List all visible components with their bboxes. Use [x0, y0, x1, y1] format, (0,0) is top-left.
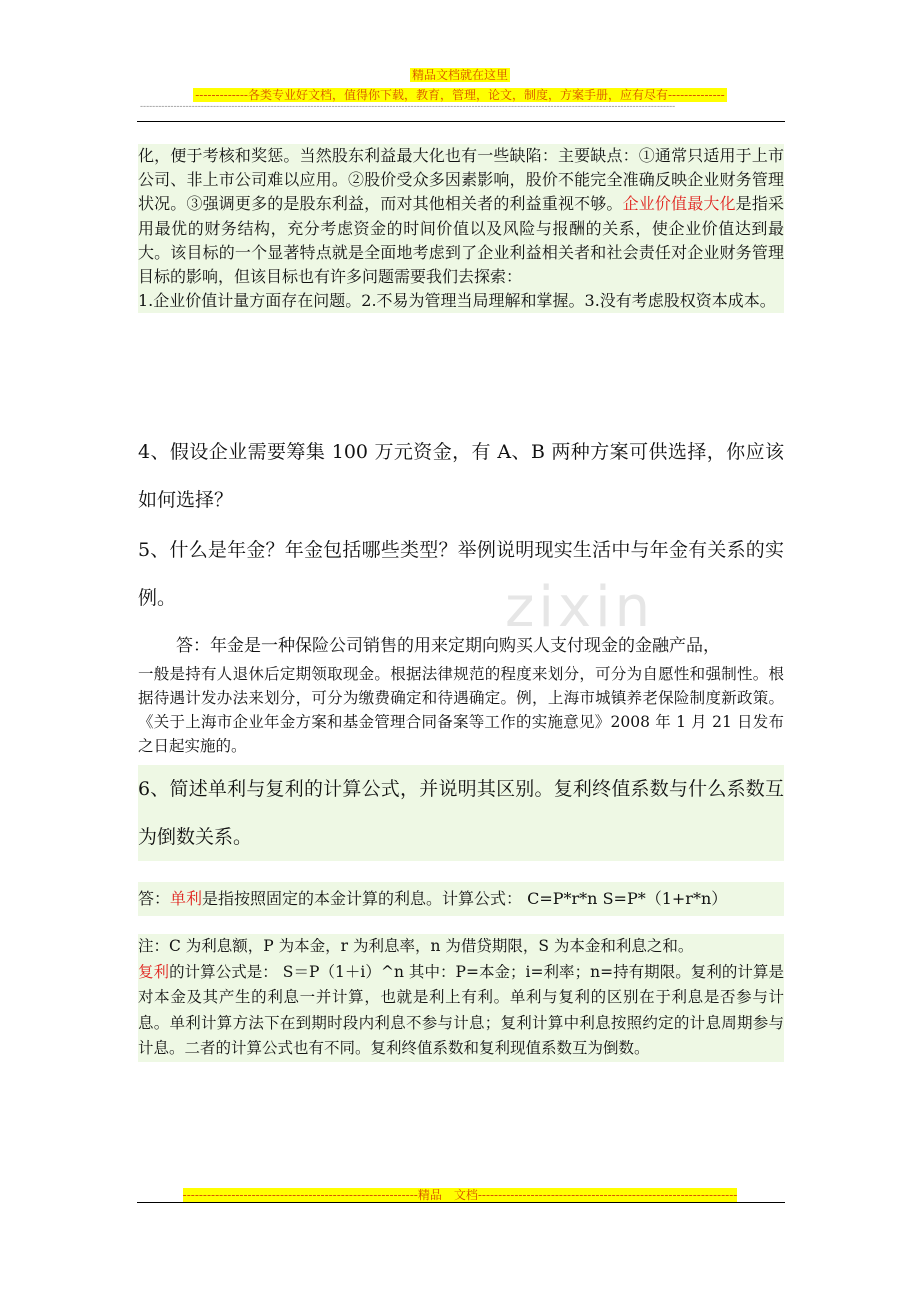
- answer-5: 答：年金是一种保险公司销售的用来定期向购买人支付现金的金融产品， 一般是持有人退休后定期领取现金。根据法律规范的程度来划分，可分为自愿性和强制性。根据待遇计发办法来划分，可分为缴费确定和待遇确定。例，上海市城镇养老保险制度新政策。《关于上海市企业年金方案和基金管理合同备案等工作的实施意见》2008 年 1 月 21 日发布之日起实施的。: [138, 636, 784, 755]
- header-slogan: -------------各类专业好文档，值得你下载，教育，管理，论文，制度，方案手册，应有尽有--------------: [195, 88, 725, 102]
- question-4: 4、假设企业需要筹集 100 万元资金，有 A、B 两种方案可供选择，你应该如何选择？: [138, 441, 784, 511]
- footer: ----------------------------------------------------------精品 文档----------------------------------------------------------------: [182, 1188, 738, 1202]
- paragraph-shareholder-value: 化，便于考核和奖惩。当然股东利益最大化也有一些缺陷：主要缺点：①通常只适用于上市公司、非上市公司难以应用。②股价受众多因素影响，股价不能完全准确反映企业财务管理状况。③强调更多的是股东利益，而对其他相关者的利益重视不够。企业价值最大化是指采用最优的财务结构，充分考虑资金的时间价值以及风险与报酬的关系，使企业价值达到最大。该目标的一个显著特点就是全面地考虑到了企业利益相关者和社会责任对企业财务管理目标的影响，但该目标也有许多问题需要我们去探索： 1.企业价值计量方面存在问题。2.不易为管理当局理解和掌握。3.没有考虑股权资本成本。: [138, 144, 784, 313]
- header-dashed-line: --------------------------------------------------------------------------------------------------------------------------------------------------------------------------------: [140, 102, 676, 112]
- term-enterprise-value: 企业价值最大化: [622, 194, 736, 214]
- answer-6-simple-interest: 答：单利是指按照固定的本金计算的利息。计算公式： C=P*r*n S=P*（1+r*n）: [138, 882, 784, 916]
- answer-6-compound-interest: 注：C 为利息额，P 为本金，r 为利息率，n 为借贷期限，S 为本金和利息之和。 复利的计算公式是： S＝P（1＋i）^n 其中：P=本金；i=利率；n=持有期限。复利的计算是对本金及其产生的利息一并计算，也就是利上有利。单利与复利的区别在于利息是否参与计息。单利计算方法下在到期时段内利息不参与计息；复利计算中利息按照约定的计息周期参与计息。二者的计算公式也有不同。复利终值系数和复利现值系数互为倒数。: [138, 934, 784, 1062]
- header-title: 精品文档就在这里: [411, 68, 508, 82]
- footer-rule: [137, 1202, 785, 1203]
- question-6: 6、简述单利与复利的计算公式，并说明其区别。复利终值系数与什么系数互为倒数关系。: [138, 765, 784, 861]
- term-compound-interest: 复利: [138, 962, 170, 981]
- term-simple-interest: 单利: [170, 889, 203, 908]
- header-rule: [137, 121, 785, 122]
- question-5: 5、什么是年金？年金包括哪些类型？举例说明现实生活中与年金有关系的实例。: [138, 539, 784, 609]
- enterprise-value-problems: 1.企业价值计量方面存在问题。2.不易为管理当局理解和掌握。3.没有考虑股权资本成本。: [138, 291, 776, 311]
- watermark: zixin: [505, 575, 655, 640]
